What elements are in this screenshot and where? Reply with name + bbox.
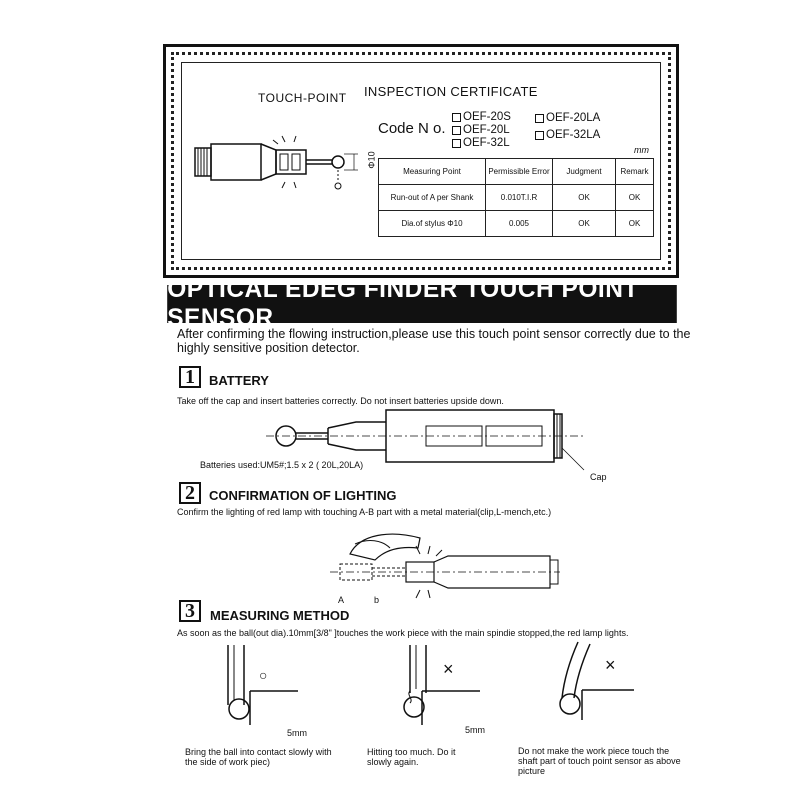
option-oef-20l	[452, 124, 511, 136]
table-cell: Run-out of A per Shank	[379, 185, 486, 211]
checkbox-icon	[452, 139, 461, 148]
batteries-used-text: Batteries used:UM5#;1.5 x 2 ( 20L,20LA)	[200, 460, 364, 470]
option-oef-20s	[452, 111, 511, 123]
table-cell: OK	[553, 185, 616, 211]
caption-shaft-contact: Do not make the work piece touch the shaft part of touch point sensor as above picture	[518, 746, 681, 776]
table-header-row	[379, 159, 654, 185]
table-cell: OK	[616, 211, 654, 237]
model-options-left	[452, 111, 511, 149]
section-text: As soon as the ball(out dia).10mm[3/8" ]touches the work piece with the main spindie stopped,the red lamp lights.	[177, 628, 629, 638]
option-oef-32la	[535, 129, 600, 141]
section-title: MEASURING METHOD	[210, 608, 350, 623]
touch-point-label: TOUCH-POINT	[258, 91, 347, 105]
caption-correct: Bring the ball into contact slowly with the side of work piec)	[185, 747, 332, 767]
shaft-contact-drawing	[550, 640, 650, 720]
option-label: OEF-32L	[463, 137, 510, 149]
section-title: CONFIRMATION OF LIGHTING	[209, 488, 397, 503]
table-header: Permissible Error	[486, 159, 553, 185]
table-header: Judgment	[553, 159, 616, 185]
caption-too-much: Hitting too much. Do it slowly again.	[367, 747, 456, 767]
battery-insertion-drawing	[266, 404, 596, 484]
section-number: 1	[179, 366, 201, 388]
label-b: b	[374, 595, 380, 605]
wrong-mark-icon: ×	[443, 659, 454, 679]
checkbox-icon	[535, 114, 544, 123]
checkbox-icon	[452, 126, 461, 135]
section-number: 3	[179, 600, 201, 622]
table-header: Remark	[616, 159, 654, 185]
unit-label: mm	[634, 145, 649, 155]
dimension-label: 5mm	[465, 725, 485, 735]
certificate-title: INSPECTION CERTIFICATE	[364, 84, 538, 99]
label-a: A	[338, 595, 345, 605]
table-header: Measuring Point	[379, 159, 486, 185]
checkbox-icon	[452, 113, 461, 122]
cap-label: Cap	[590, 472, 607, 482]
correct-contact-drawing	[214, 645, 314, 725]
section-text: Confirm the lighting of red lamp with touching A-B part with a metal material(clip,L-mench,etc.)	[177, 507, 552, 517]
table-cell: 0.010T.I.R	[486, 185, 553, 211]
stylus-diameter-label: Φ10	[366, 151, 377, 169]
table-cell: Dia.of stylus Φ10	[379, 211, 486, 237]
option-label: OEF-20S	[463, 111, 511, 123]
code-number-label: Code N o.	[378, 120, 446, 137]
hitting-too-much-drawing	[396, 645, 496, 725]
section-title: BATTERY	[209, 373, 269, 388]
option-label: OEF-20L	[463, 124, 510, 136]
option-oef-20la	[535, 112, 600, 124]
checkbox-icon	[535, 131, 544, 140]
touch-point-probe-drawing	[190, 130, 370, 200]
option-oef-32l	[452, 137, 511, 149]
option-label: OEF-32LA	[546, 129, 601, 141]
table-row	[379, 185, 654, 211]
table-cell: OK	[616, 185, 654, 211]
table-row	[379, 211, 654, 237]
section-text: Take off the cap and insert batteries correctly. Do not insert batteries upside down.	[177, 396, 504, 406]
banner-title: OPTICAL EDEG FINDER TOUCH POINT SENSOR	[167, 285, 677, 323]
table-cell: 0.005	[486, 211, 553, 237]
lighting-confirmation-drawing	[320, 524, 570, 604]
option-label: OEF-20LA	[546, 112, 601, 124]
dimension-label: 5mm	[287, 728, 307, 738]
intro-text: After confirming the flowing instruction,please use this touch point sensor correctly due to the highly sensitive position detector.	[177, 327, 691, 355]
wrong-mark-icon: ×	[605, 655, 616, 675]
inspection-table	[378, 158, 654, 237]
section-number: 2	[179, 482, 201, 504]
table-cell: OK	[553, 211, 616, 237]
model-options-right	[535, 112, 600, 141]
correct-mark-icon: ○	[259, 667, 268, 683]
